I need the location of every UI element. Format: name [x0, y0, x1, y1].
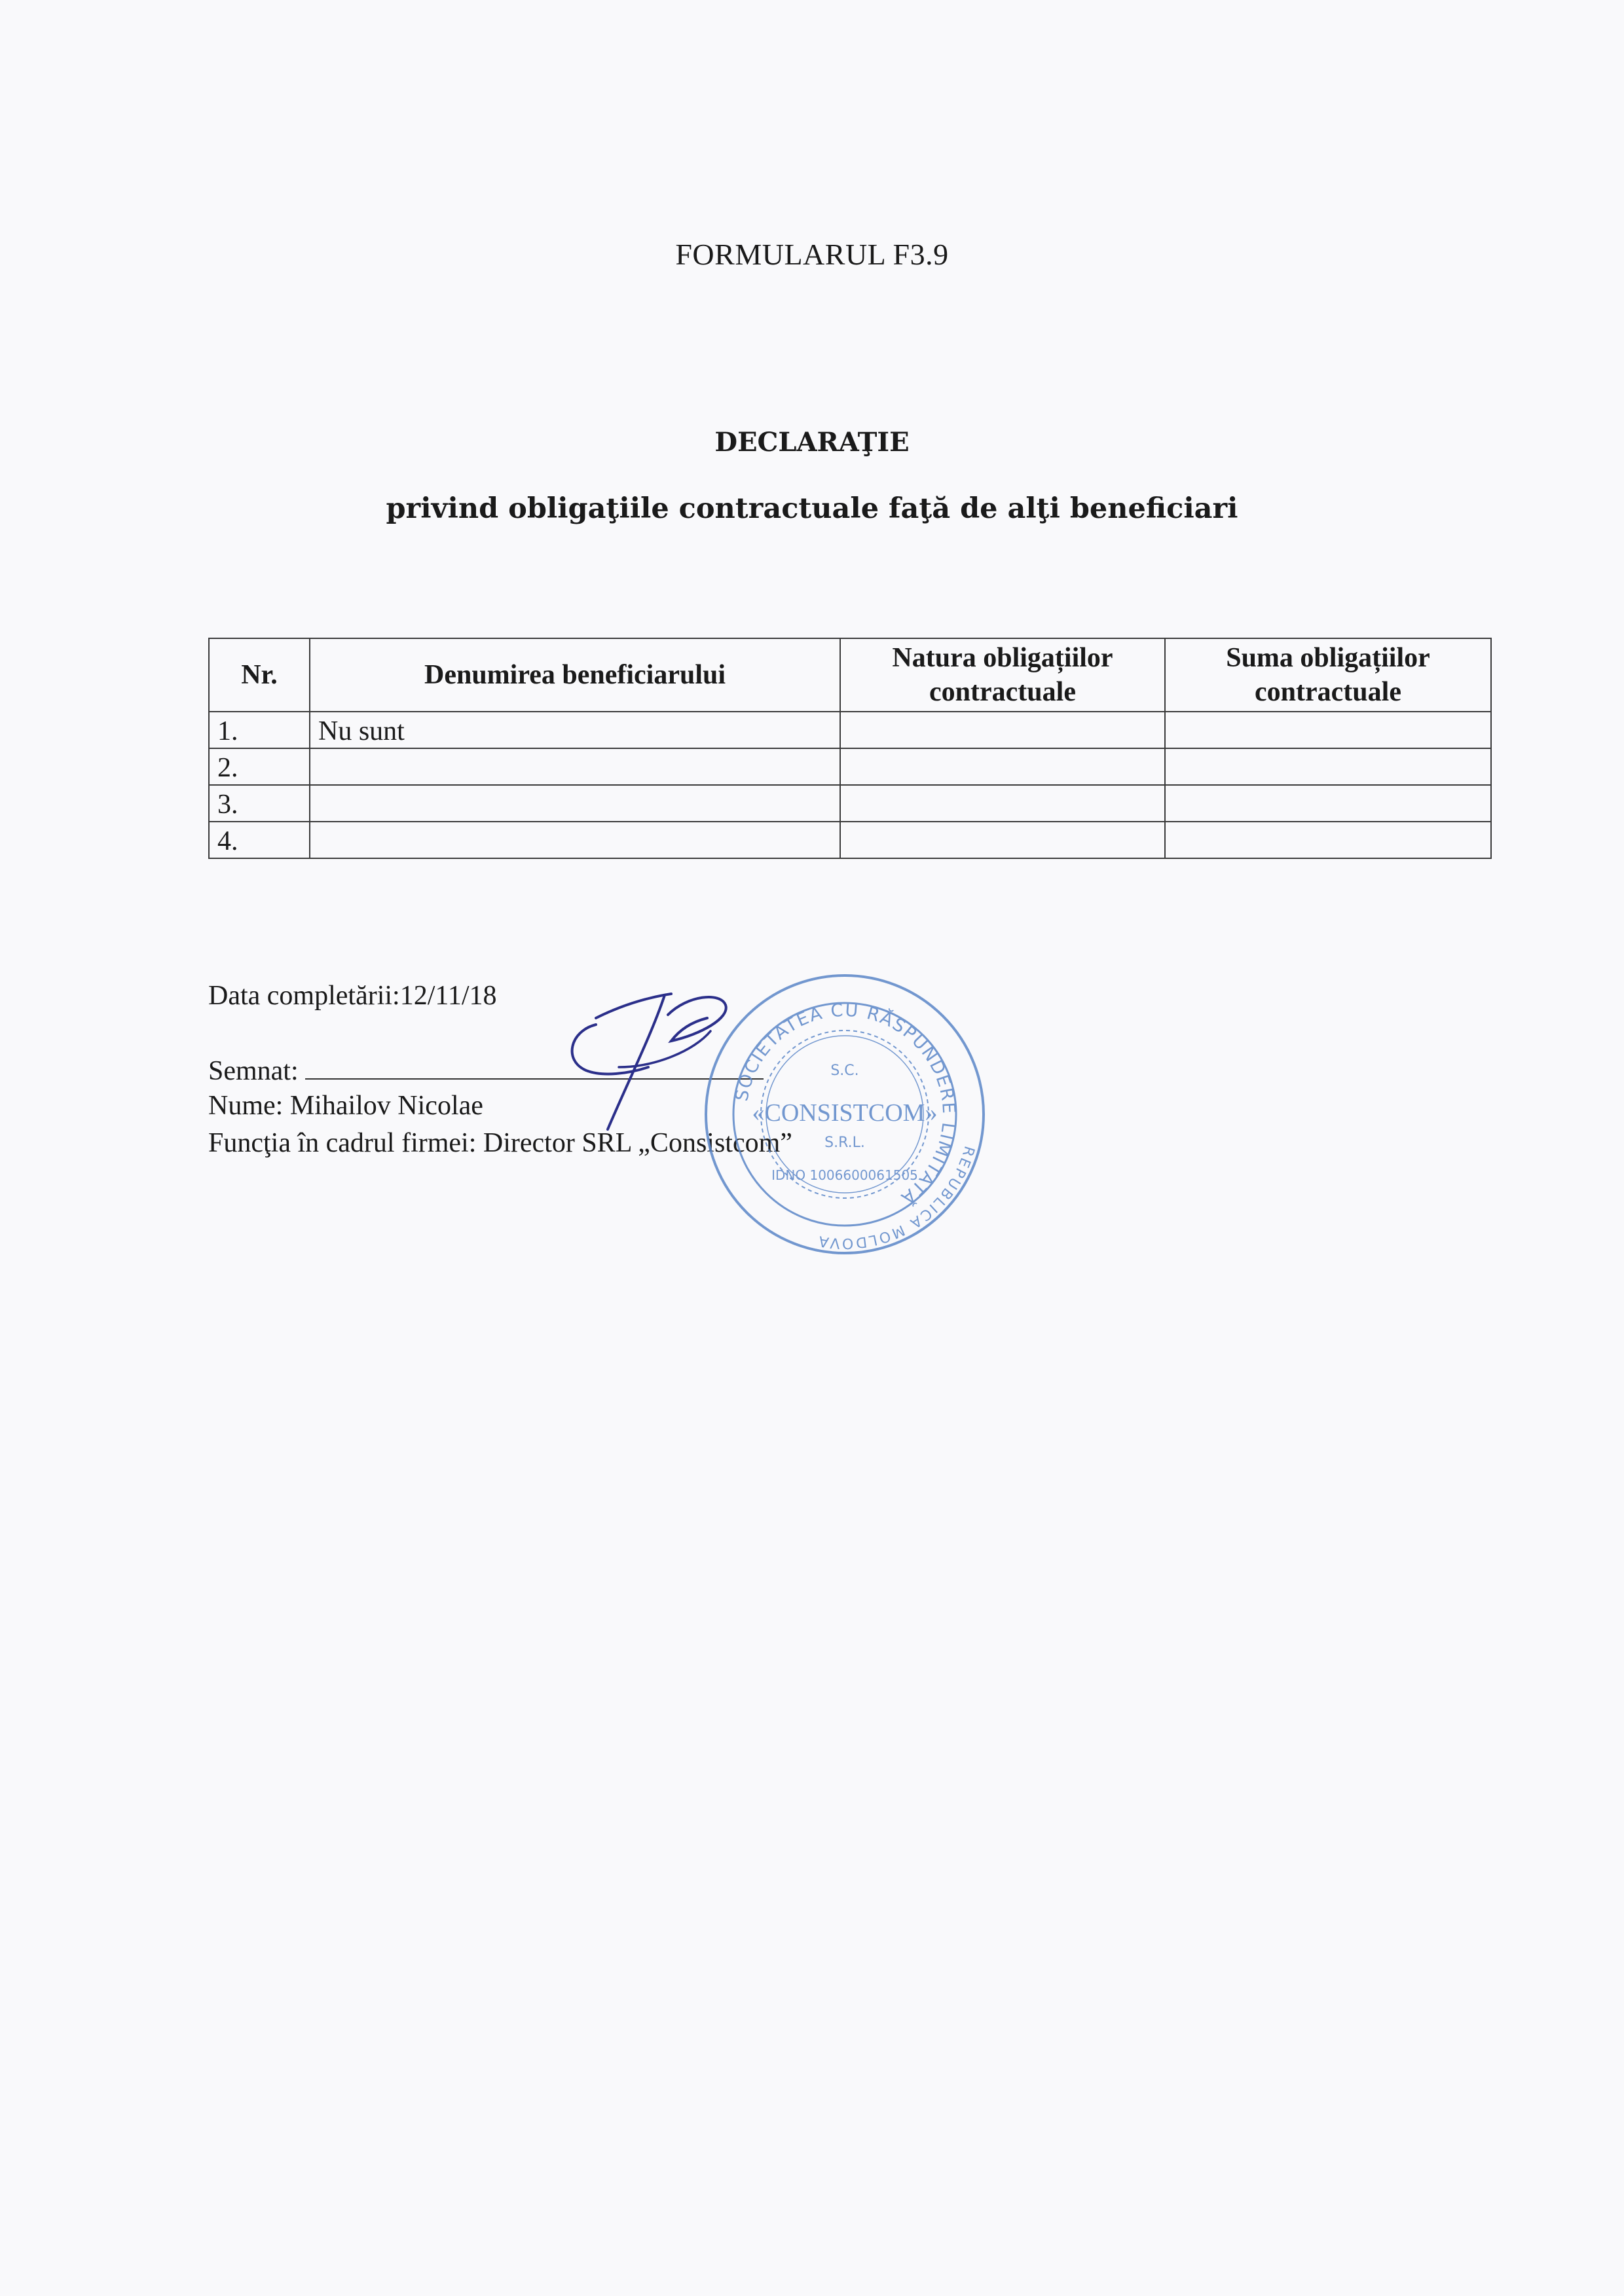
stamp-line1: S.C. [830, 1063, 859, 1079]
stamp-country-text: REPUBLICA MOLDOVA [815, 1144, 978, 1252]
col-header-obligation-nature: Natura obligațiilor contractuale [840, 638, 1165, 712]
cell-nr: 1. [209, 712, 310, 748]
cell-nr: 2. [209, 748, 310, 785]
cell-nr: 4. [209, 822, 310, 858]
col-header-beneficiary: Denumirea beneficiarului [310, 638, 840, 712]
completion-date-label: Data completării: [208, 981, 400, 1011]
cell-nature [840, 748, 1165, 785]
document-subtitle: privind obligaţiile contractuale faţă de alţi beneficiari [386, 492, 1238, 525]
table-row [209, 748, 1491, 785]
document-title: DECLARAŢIE [714, 427, 910, 458]
table-header-row [209, 638, 1491, 712]
completion-date-value: 12/11/18 [399, 981, 497, 1011]
name-line [208, 1090, 483, 1121]
svg-text:REPUBLICA MOLDOVA [816, 1144, 978, 1252]
table-row [209, 785, 1491, 822]
cell-sum [1165, 785, 1491, 822]
stamp-company-name: «CONSISTCOM» [752, 1099, 938, 1127]
col-header-nr: Nr. [209, 638, 310, 712]
cell-nature [840, 822, 1165, 858]
completion-date-line [208, 980, 497, 1011]
function-value: Director SRL „Consistcom” [483, 1128, 792, 1158]
stamp-outer-text: SOCIETATEA CU RĂSPUNDERE LIMITATĂ [731, 1000, 959, 1209]
cell-sum [1165, 748, 1491, 785]
cell-beneficiary [310, 822, 840, 858]
table-row [209, 822, 1491, 858]
cell-nr: 3. [209, 785, 310, 822]
col-header-obligation-sum: Suma obligațiilor contractuale [1165, 638, 1491, 712]
stamp-line3: S.R.L. [824, 1135, 865, 1151]
cell-sum [1165, 822, 1491, 858]
cell-beneficiary: Nu sunt [310, 712, 840, 748]
name-value: Mihailov Nicolae [289, 1091, 483, 1121]
signed-label: Semnat: [208, 1056, 299, 1086]
form-code: FORMULARUL F3.9 [675, 238, 949, 271]
cell-nature [840, 712, 1165, 748]
name-label: Nume: [208, 1091, 284, 1121]
table-row [209, 712, 1491, 748]
cell-beneficiary [310, 748, 840, 785]
cell-beneficiary [310, 785, 840, 822]
cell-nature [840, 785, 1165, 822]
function-label: Funcţia în cadrul firmei: [208, 1128, 477, 1158]
cell-sum [1165, 712, 1491, 748]
stamp-idno: IDNO 1006600061505 [771, 1167, 918, 1183]
company-stamp [694, 964, 995, 1265]
obligations-table [208, 638, 1492, 859]
